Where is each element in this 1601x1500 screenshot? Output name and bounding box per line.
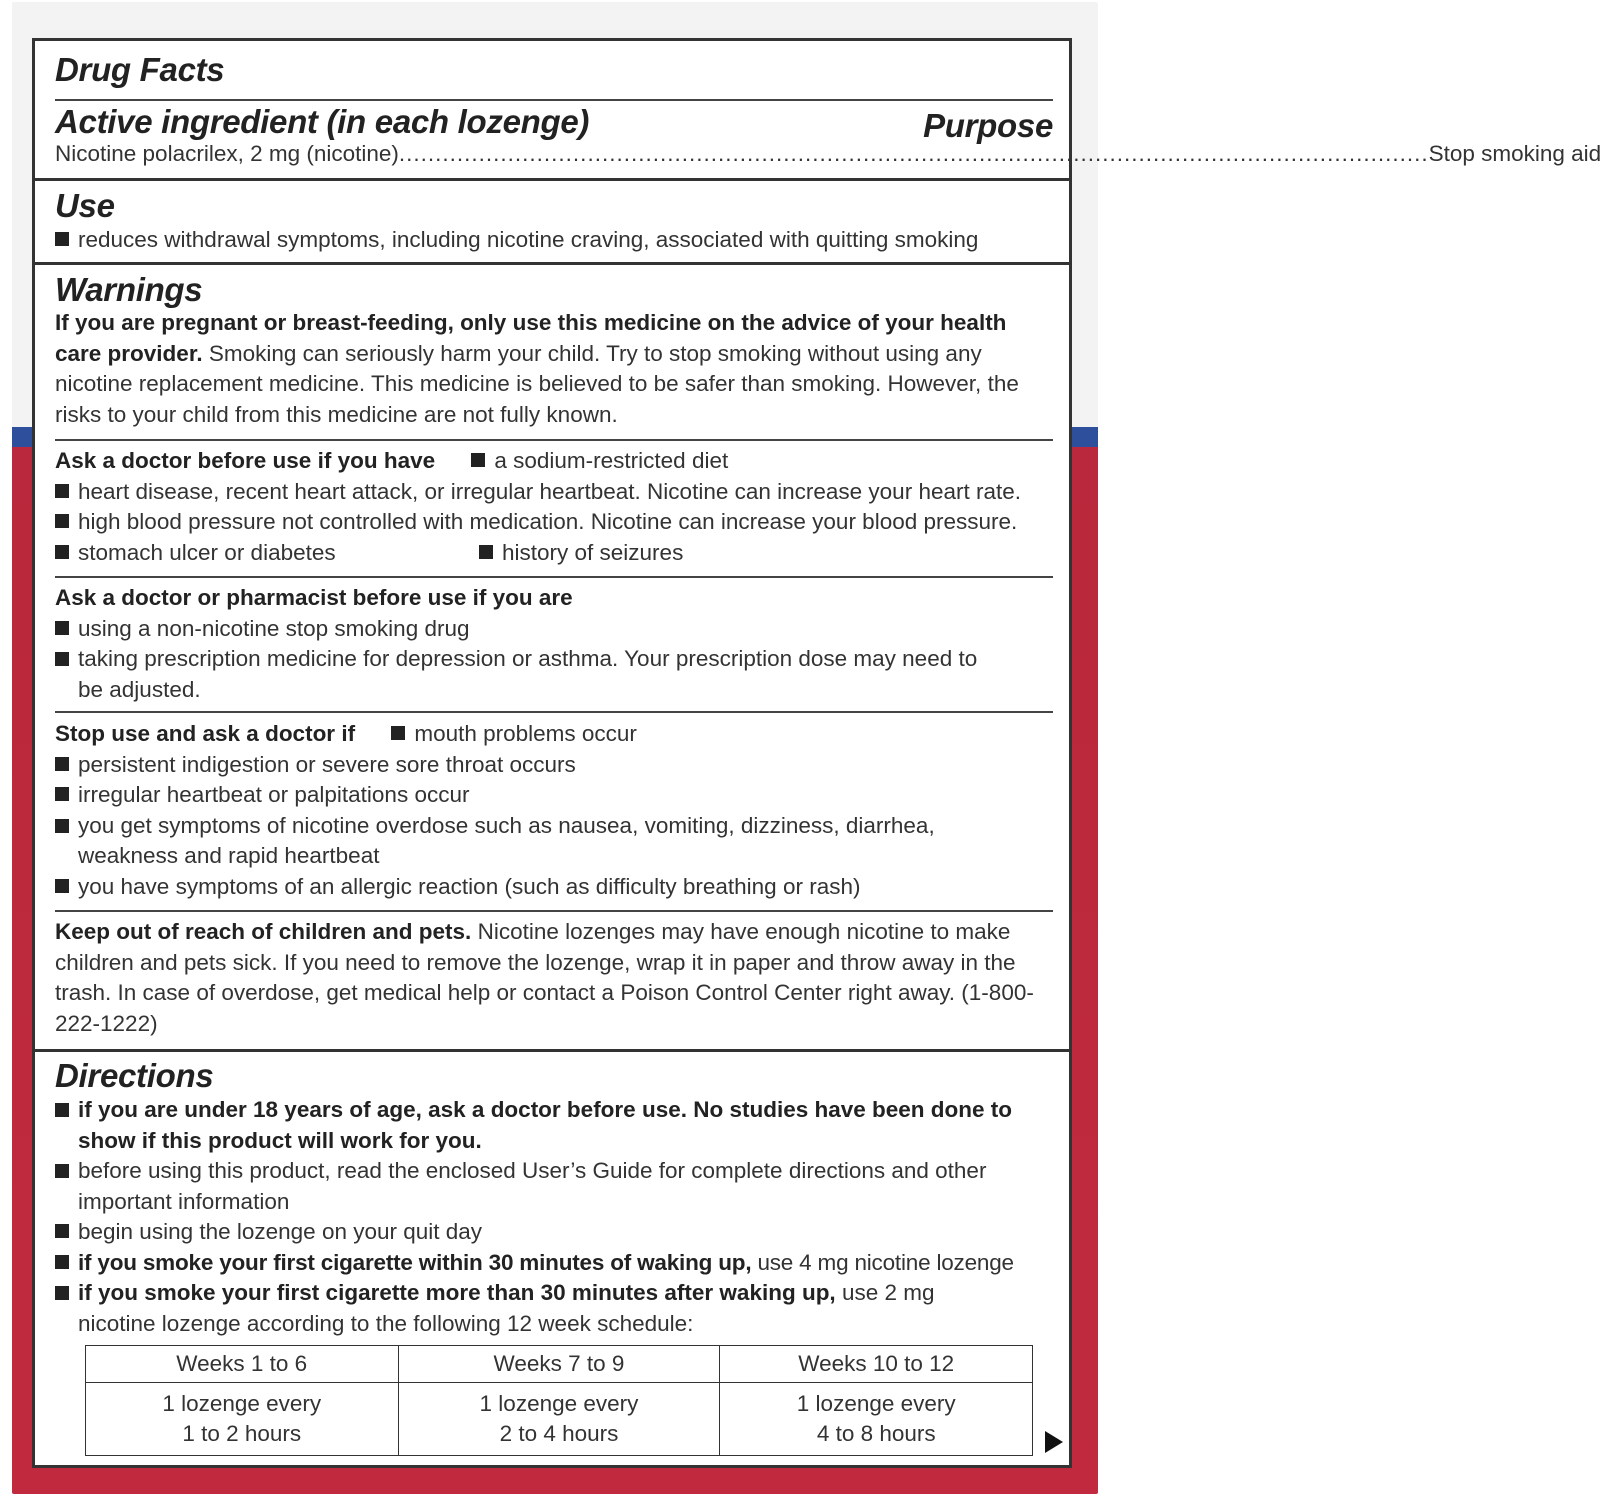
section-divider [35,178,1069,181]
table-cell: 1 lozenge every 2 to 4 hours [398,1383,720,1456]
list-item: irregular heartbeat or palpitations occur [55,780,1053,811]
dot-leader: .............................................................................................................................................. [398,141,1429,166]
square-bullet-icon [55,652,69,666]
ask-doctor-section [35,446,1069,568]
active-ingredient-section [35,103,1601,170]
table-header-cell: Weeks 1 to 6 [86,1346,399,1383]
dosing-schedule-table [85,1345,1033,1456]
square-bullet-icon [55,879,69,893]
divider [55,711,1053,713]
ask-pharmacist-section [35,583,1069,705]
list-item: before using this product, read the enclosed User’s Guide for complete directions and other important information [55,1156,1053,1217]
ask-doctor-heading: Ask a doctor before use if you have [55,448,436,473]
list-item: taking prescription medicine for depression or asthma. Your prescription dose may need to be adjusted. [55,644,1053,705]
list-item: you get symptoms of nicotine overdose such as nausea, vomiting, dizziness, diarrhea, weakness and rapid heartbeat [55,811,1053,872]
directions-section [35,1057,1069,1339]
purpose-heading: Purpose [923,107,1053,144]
square-bullet-icon [55,484,69,498]
table-cell: 1 lozenge every 4 to 8 hours [720,1383,1033,1456]
square-bullet-icon [479,545,493,559]
square-bullet-icon [391,726,405,740]
pregnancy-warning: If you are pregnant or breast-feeding, only use this medicine on the advice of your health care provider. Smoking can seriously harm your child. Try to stop smoking without using any nicotine replacement medicine. This medicine is believed to be safer than smoking. However, the risks to your child from this medicine are not fully known. [55,310,1019,427]
square-bullet-icon [55,1255,69,1269]
square-bullet-icon [55,545,69,559]
list-item: history of seizures [479,538,683,569]
square-bullet-icon [55,757,69,771]
list-item: using a non-nicotine stop smoking drug [55,614,1053,645]
use-section [35,187,1069,256]
warnings-section [35,271,1069,430]
list-item: heart disease, recent heart attack, or irregular heartbeat. Nicotine can increase your heart rate. [55,477,1053,508]
stop-use-row-1 [55,719,1053,750]
use-item: reduces withdrawal symptoms, including nicotine craving, associated with quitting smoking [55,225,1053,256]
square-bullet-icon [55,1103,69,1117]
section-divider [35,1049,1069,1052]
square-bullet-icon [55,621,69,635]
use-heading: Use [55,187,115,224]
square-bullet-icon [55,514,69,528]
continue-arrow-icon [1045,1431,1063,1453]
stop-use-heading: Stop use and ask a doctor if [55,721,356,746]
list-item: you have symptoms of an allergic reaction (such as difficulty breathing or rash) [55,872,1053,903]
table-row [86,1383,1033,1456]
warnings-heading: Warnings [55,271,203,308]
divider [55,576,1053,578]
drug-facts-title: Drug Facts [55,51,225,88]
divider [55,99,1053,101]
table-cell: 1 lozenge every 1 to 2 hours [86,1383,399,1456]
active-ingredient-heading: Active ingredient (in each lozenge) [55,103,590,140]
table-header-row [86,1346,1033,1383]
square-bullet-icon [55,1286,69,1300]
stop-use-section [35,719,1069,902]
drug-facts-panel [32,38,1601,1468]
square-bullet-icon [471,453,485,467]
list-item: begin using the lozenge on your quit day [55,1217,1053,1248]
list-item: if you smoke your first cigarette within 30 minutes of waking up, use 4 mg nicotine lozenge [55,1248,1053,1279]
square-bullet-icon [55,1164,69,1178]
section-divider [35,262,1069,265]
directions-heading: Directions [55,1057,214,1094]
divider [55,439,1053,441]
divider [55,910,1053,912]
keep-out-section [35,917,1069,1039]
ask-doctor-row-4 [55,538,1053,569]
ingredient-purpose: Stop smoking aid [1428,141,1601,166]
ingredient-line [55,139,1601,170]
keep-out-text: Keep out of reach of children and pets. Nicotine lozenges may have enough nicotine to make children and pets sick. If you need to remove the lozenge, wrap it in paper and throw away in the trash. In case of overdose, get medical help or contact a Poison Control Center right away. (1-800-222-1222) [55,919,1034,1036]
ask-pharmacist-heading: Ask a doctor or pharmacist before use if you are [55,585,573,610]
square-bullet-icon [55,787,69,801]
list-item: mouth problems occur [414,721,637,746]
list-item: persistent indigestion or severe sore throat occurs [55,750,1053,781]
list-item: if you smoke your first cigarette more than 30 minutes after waking up, use 2 mg nicotine lozenge according to the following 12 week schedule: [55,1278,1053,1339]
square-bullet-icon [55,232,69,246]
list-item: a sodium-restricted diet [494,448,729,473]
list-item: stomach ulcer or diabetes [55,538,479,569]
table-header-cell: Weeks 7 to 9 [398,1346,720,1383]
list-item: high blood pressure not controlled with medication. Nicotine can increase your blood pressure. [55,507,1053,538]
square-bullet-icon [55,1224,69,1238]
ask-doctor-row-1 [55,446,1053,477]
table-header-cell: Weeks 10 to 12 [720,1346,1033,1383]
drug-facts-header [35,51,1069,89]
list-item: if you are under 18 years of age, ask a doctor before use. No studies have been done to show if this product will work for you. [55,1095,1053,1156]
square-bullet-icon [55,819,69,833]
ingredient-name: Nicotine polacrilex, 2 mg (nicotine) [55,141,399,166]
